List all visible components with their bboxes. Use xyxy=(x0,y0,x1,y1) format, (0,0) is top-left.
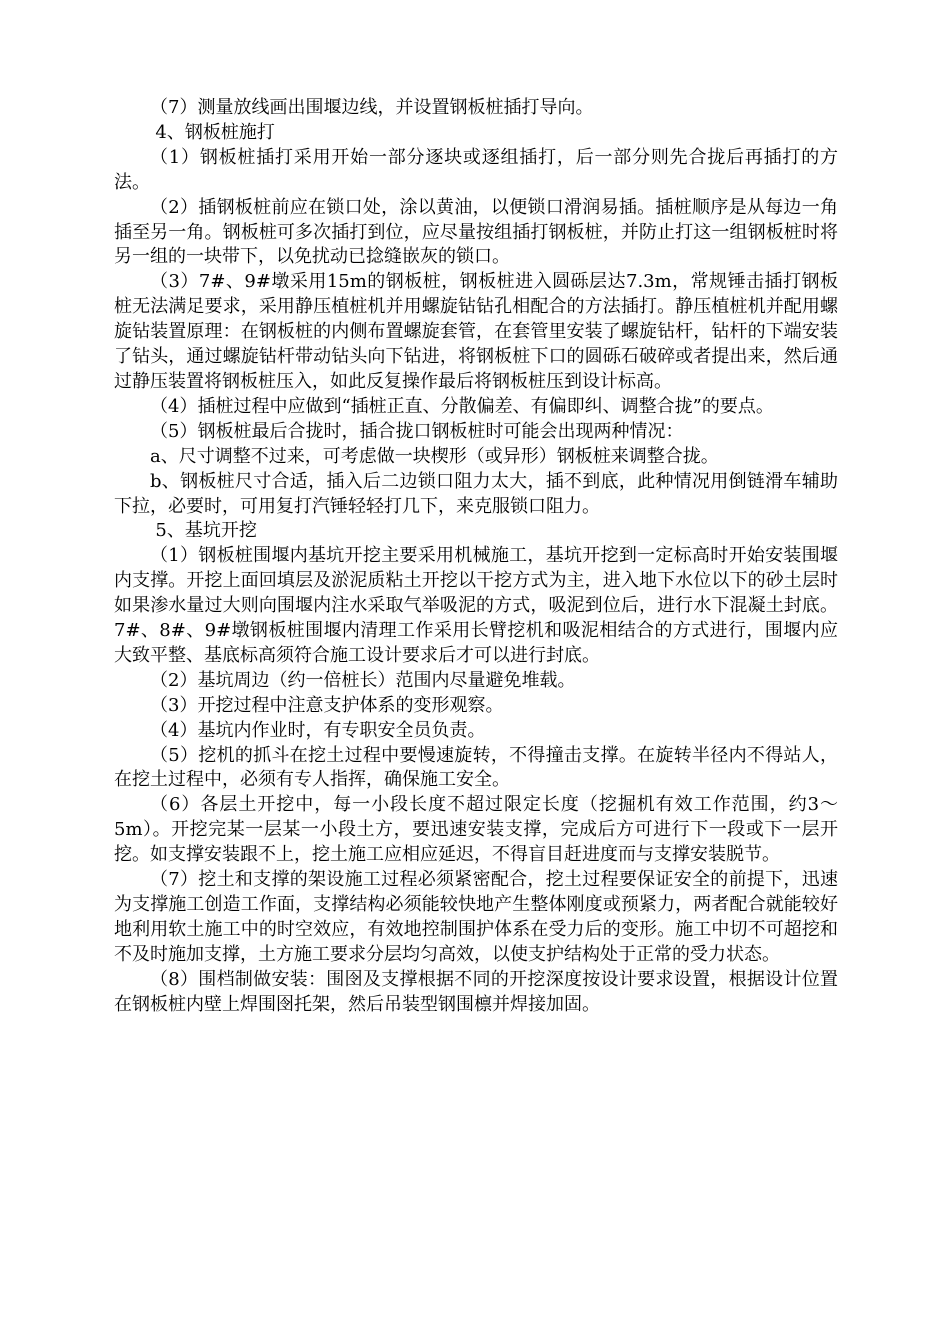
paragraph-5-8: （8）围档制做安装：围囹及支撑根据不同的开挖深度按设计要求设置，根据设计位置在钢板桩内壁上焊围囹托架，然后吊装型钢围檩并焊接加固。 xyxy=(114,968,838,1015)
paragraph-5-3: （3）开挖过程中注意支护体系的变形观察。 xyxy=(150,694,504,716)
document-body xyxy=(114,96,838,1018)
paragraph-7-survey: （7）测量放线画出围堰边线，并设置钢板桩插打导向。 xyxy=(150,97,594,118)
paragraph-4-5-b: b、钢板桩尺寸合适，插入后二边锁口阻力太大，插不到底，此种情况用倒链滑车辅助下拉，必要时，可用复打汽锤轻轻打几下，来克服锁口阻力。 xyxy=(114,470,838,517)
paragraph-5-6: （6）各层土开挖中，每一小段长度不超过限定长度（挖掘机有效工作范围，约3～5m）。开挖完某一层某一小段土方，要迅速安装支撑，完成后方可进行下一段或下一层开挖。如支撑安装跟不上，挖土施工应相应延迟，不得盲目赶进度而与支撑安装脱节。 xyxy=(114,794,838,866)
paragraph-4-1: （1）钢板桩插打采用开始一部分逐块或逐组插打，后一部分则先合拢后再插打的方法。 xyxy=(114,146,838,193)
paragraph-4-2: （2）插钢板桩前应在锁口处，涂以黄油，以便锁口滑润易插。插桩顺序是从每边一角插至另一角。钢板桩可多次插打到位，应尽量按组插打钢板桩，并防止打这一组钢板桩时将另一组的一块带下，以免扰动已捻缝嵌灰的锁口。 xyxy=(114,196,838,268)
paragraph-4-5-a: a、尺寸调整不过来，可考虑做一块楔形（或异形）钢板桩来调整合拢。 xyxy=(150,445,719,467)
section-heading-5: 5、基坑开挖 xyxy=(155,520,257,542)
paragraph-5-5: （5）挖机的抓斗在挖土过程中要慢速旋转，不得撞击支撑。在旋转半径内不得站人，在挖土过程中，必须有专人指挥，确保施工安全。 xyxy=(114,744,838,791)
paragraph-5-4: （4）基坑内作业时，有专职安全员负责。 xyxy=(150,719,486,741)
section-heading-4: 4、钢板桩施打 xyxy=(155,121,275,143)
paragraph-4-3: （3）7#、9#墩采用15m的钢板桩，钢板桩进入圆砾层达7.3m，常规锤击插打钢板桩无法满足要求，采用静压植桩机并用螺旋钻钻孔相配合的方法插打。静压植桩机并配用螺旋钻装置原理：在钢板桩的内侧布置螺旋套管，在套管里安装了螺旋钻杆，钻杆的下端安装了钻头，通过螺旋钻杆带动钻头向下钻进，将钢板桩下口的圆砾石破碎或者提出来，然后通过静压装置将钢板桩压入，如此反复操作最后将钢板桩压到设计标高。 xyxy=(114,271,838,392)
paragraph-4-5: （5）钢板桩最后合拢时，插合拢口钢板桩时可能会出现两种情况： xyxy=(150,420,684,442)
paragraph-5-2: （2）基坑周边（约一倍桩长）范围内尽量避免堆载。 xyxy=(150,669,576,691)
paragraph-4-4: （4）插桩过程中应做到“插桩正直、分散偏差、有偏即纠、调整合拢”的要点。 xyxy=(150,395,774,417)
paragraph-5-7: （7）挖土和支撑的架设施工过程必须紧密配合，挖土过程要保证安全的前提下，迅速为支撑施工创造工作面，支撑结构必须能较快地产生整体刚度或预紧力，两者配合就能较好地利用软土施工中的时空效应，有效地控制围护体系在受力后的变形。施工中切不可超挖和不及时施加支撑，土方施工要求分层均匀高效，以使支护结构处于正常的受力状态。 xyxy=(114,869,838,965)
paragraph-5-1: （1）钢板桩围堰内基坑开挖主要采用机械施工，基坑开挖到一定标高时开始安装围堰内支撑。开挖上面回填层及淤泥质粘土开挖以干挖方式为主，进入地下水位以下的砂土层时如果渗水量过大则向围堰内注水采取气举吸泥的方式，吸泥到位后，进行水下混凝土封底。7#、8#、9#墩钢板桩围堰内清理工作采用长臂挖机和吸泥相结合的方式进行，围堰内应大致平整、基底标高须符合施工设计要求后才可以进行封底。 xyxy=(114,545,838,666)
